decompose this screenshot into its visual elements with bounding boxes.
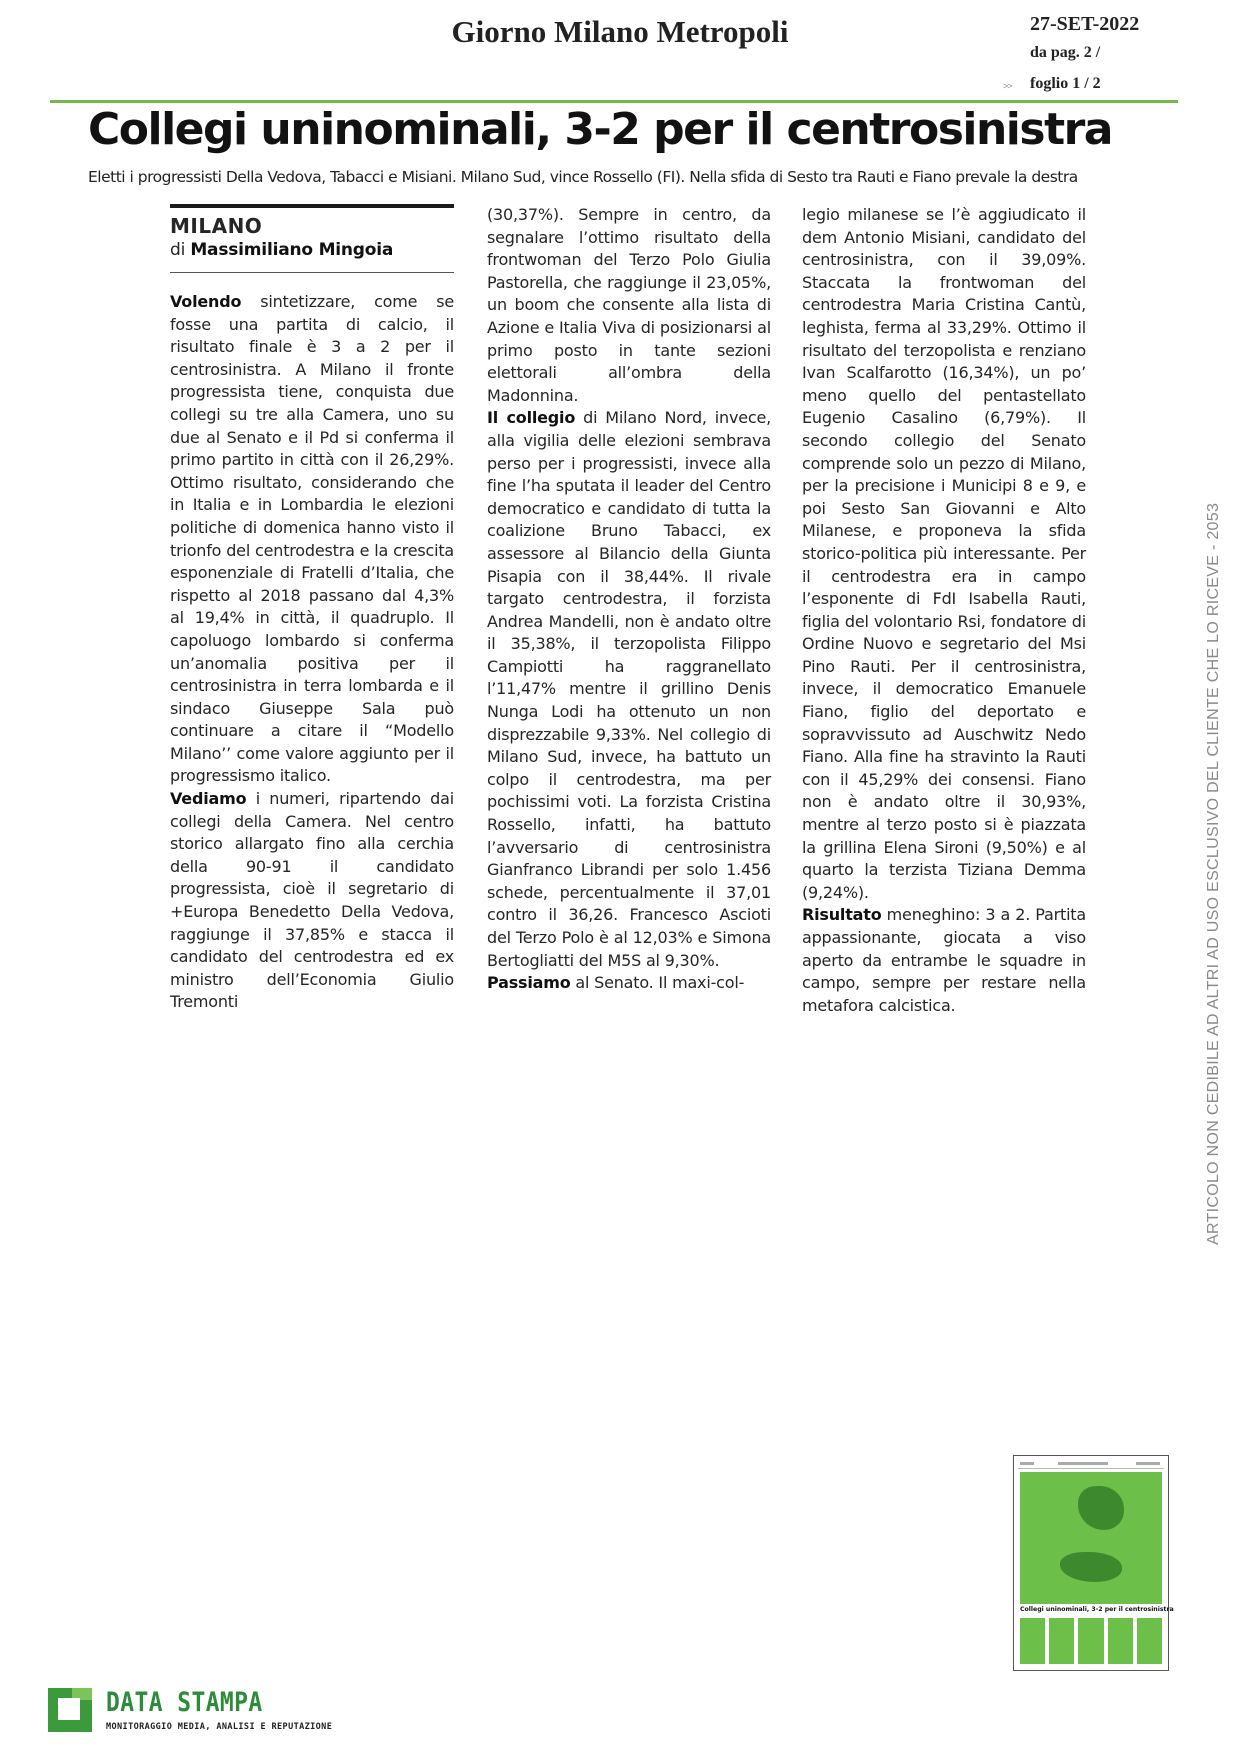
paragraph-lead: Passiamo	[487, 973, 571, 993]
footer-tagline: MONITORAGGIO MEDIA, ANALISI E REPUTAZIONE	[106, 1722, 333, 1732]
paragraph-lead: Vediamo	[170, 789, 247, 809]
thumbnail-map-blob	[1060, 1552, 1122, 1582]
publication-name: Giorno Milano Metropoli	[451, 14, 789, 49]
subheadline: Eletti i progressisti Della Vedova, Tabacci e Misiani. Milano Sud, vince Rossello (FI). Nella sfida di Sesto tra Rauti e Fiano prevale la destra	[88, 168, 1078, 186]
paragraph-lead: Volendo	[170, 292, 242, 311]
header-rule	[50, 100, 1178, 103]
paragraph-text: meneghino: 3 a 2. Partita appassionante, giocata a viso aperto da entrambe le squadre in campo, sempre per restare nella metafora calcistica.	[802, 905, 1086, 1015]
thumbnail-map	[1020, 1472, 1162, 1604]
footer-brand: DATA STAMPA	[106, 1687, 263, 1718]
author-prefix: di	[170, 240, 186, 260]
byline-author	[170, 238, 454, 262]
sheet-number: foglio 1 / 2	[1030, 75, 1101, 92]
thumbnail-map-blob	[1078, 1486, 1124, 1530]
copyright-side-note: ARTICOLO NON CEDIBILE AD ALTRI AD USO ESCLUSIVO DEL CLIENTE CHE LO RICEVE - 2053	[1205, 502, 1222, 1245]
paragraph	[487, 407, 771, 972]
paragraph-lead: Risultato	[802, 905, 882, 925]
headline: Collegi uninominali, 3-2 per il centrosinistra	[88, 104, 1112, 155]
paragraph-text: legio milanese se l’è aggiudicato il dem Antonio Misiani, candidato del centrosinistra, con il 39,09%. Staccata la frontwoman del centrodestra Maria Cristina Cantù, leghista, ferma al 33,29%. Ottimo il risultato del terzopolista e renziano Ivan Scalfarotto (16,34%), un po’ meno quello del pentastellato Eugenio Casalino (6,79%). Il secondo collegio del Senato comprende solo un pezzo di Milano, per la precisione i Municipi 8 e 9, e poi Sesto San Giovanni e Alto Milanese, e proponeva la sfida storico-politica più interessante. Per il centrodestra era in campo l’esponente di FdI Isabella Rauti, figlia del volontario Rsi, fondatore di Ordine Nuovo e segretario del Msi Pino Rauti. Per il centrosinistra, invece, il democratico Emanuele Fiano, figlio del deportato e sopravvissuto ad Auschwitz Nedo Fiano. Alla fine ha stravinto la Rauti con il 45,29% dei consensi. Fiano non è andato oltre il 30,93%, mentre al terzo posto si è piazzata la grillina Elena Sironi (9,50%) e al quarto la terzista Tiziana Demma (9,24%).	[802, 205, 1086, 902]
author-name: Massimiliano Mingoia	[190, 240, 394, 260]
data-stampa-logo-icon	[48, 1688, 92, 1732]
paragraph	[802, 904, 1086, 1017]
paragraph	[802, 204, 1086, 904]
date-label: 27-SET-2022	[1030, 13, 1140, 35]
paragraph-lead: Il collegio	[487, 408, 576, 428]
paragraph	[487, 972, 771, 995]
article-column-2	[487, 204, 771, 995]
paragraph-text: al Senato. Il maxi-col-	[570, 973, 745, 993]
paragraph-text: (30,37%). Sempre in centro, da segnalare l’ottimo risultato della frontwoman del Terzo Polo Giulia Pastorella, che raggiunge il 23,05%, un boom che consente alla lista di Azione e Italia Viva di posizionarsi al primo posto in tante sezioni elettorali all’ombra della Madonnina.	[487, 205, 771, 405]
paragraph-text: i numeri, ripartendo dai collegi della Camera. Nel centro storico allargato fino alla cerchia della 90-91 il candidato progressista, cioè il segretario di +Europa Benedetto Della Vedova, raggiunge il 37,85% e stacca il candidato del centrodestra ed ex ministro dell’Economia Giulio Tremonti	[170, 789, 454, 1012]
article-column-3	[802, 204, 1086, 1017]
article-column-1	[170, 204, 454, 1014]
byline	[170, 204, 454, 273]
paragraph	[170, 291, 454, 788]
paragraph	[487, 204, 771, 407]
page-thumbnail	[1013, 1455, 1174, 1671]
paragraph-text: di Milano Nord, invece, alla vigilia delle elezioni sembrava perso per i progressisti, invece alla fine l’ha sputata il leader del Centro democratico e candidato di tutta la coalizione Bruno Tabacci, ex assessore al Bilancio della Giunta Pisapia con il 38,44%. Il rivale targato centrodestra, il forzista Andrea Mandelli, non è andato oltre il 35,38%, il terzopolista Filippo Campiotti ha raggranellato l’11,47% mentre il grillino Denis Nunga Lodi ha ottenuto un non disprezzabile 9,33%. Nel collegio di Milano Sud, invece, ha battuto un colpo il centrodestra, ma per pochissimi voti. La forzista Cristina Rossello, infatti, ha battuto l’avversario di centrosinistra Gianfranco Librandi per solo 1.456 schede, percentualmente il 37,01 contro il 36,26. Francesco Ascioti del Terzo Polo è al 12,03% e Simona Bertogliatti del M5S al 9,30%.	[487, 408, 772, 970]
page-reference: da pag. 2 /	[1030, 44, 1101, 61]
thumbnail-headline: Collegi uninominali, 3-2 per il centrosinistra	[1020, 1606, 1174, 1613]
byline-city: MILANO	[170, 214, 263, 238]
paragraph	[170, 788, 454, 1014]
paragraph-text: sintetizzare, come se fosse una partita di calcio, il risultato finale è 3 a 2 per il centrosinistra. A Milano il fronte progressista tiene, conquista due collegi su tre alla Camera, uno su due al Senato e il Pd si conferma il primo partito in città con il 26,29%. Ottimo risultato, considerando che in Italia e in Lombardia le elezioni politiche di domenica hanno visto il trionfo del centrodestra e la crescita esponenziale di Fratelli d’Italia, che rispetto al 2018 passano dal 4,3% al 19,4% in città, il quadruplo. Il capoluogo lombardo si conferma un’anomalia positiva per il centrosinistra in terra lombarda e il sindaco Giuseppe Sala può continuare a citare il “Modello Milano’’ come valore aggiunto per il progressismo italico.	[170, 292, 454, 786]
thumbnail-header	[1018, 1460, 1164, 1469]
thumbnail-columns	[1020, 1618, 1162, 1664]
continuation-marker: >>	[1003, 81, 1012, 91]
